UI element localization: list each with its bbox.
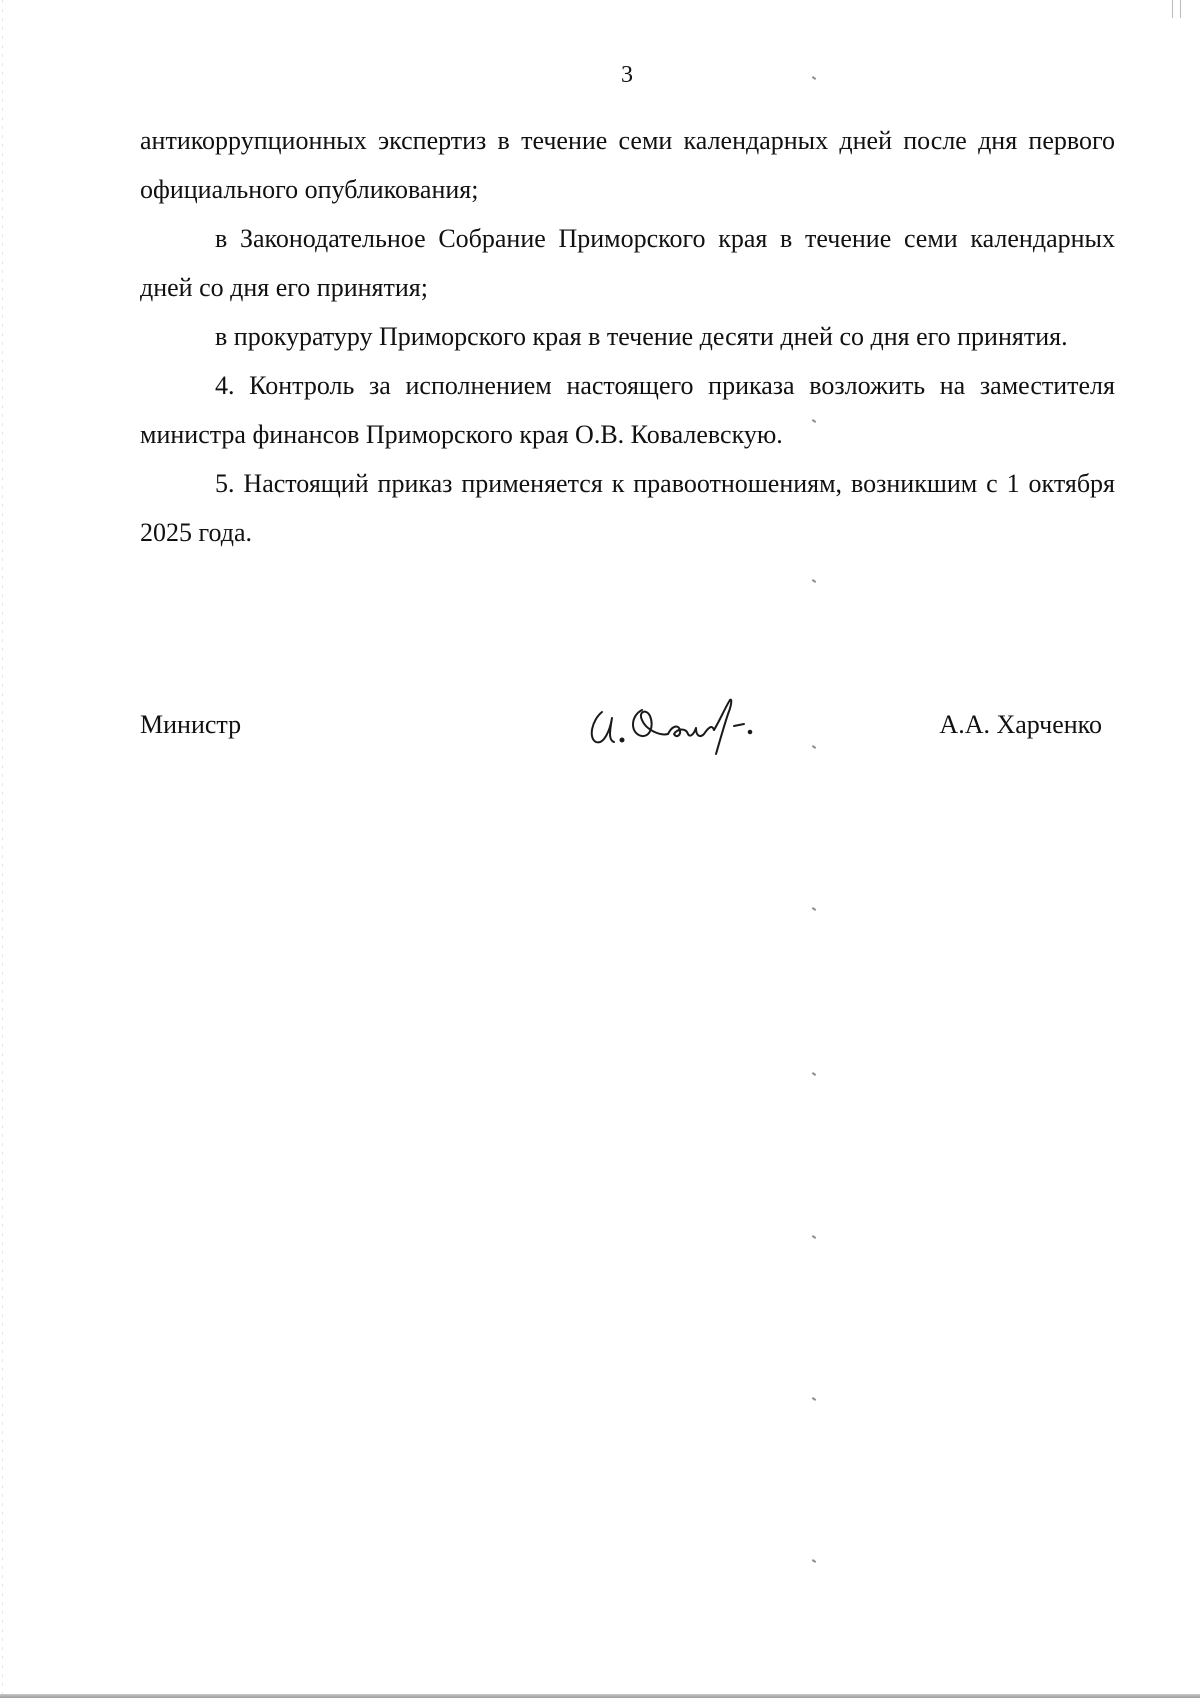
signature-block [140,700,1102,760]
scan-speck [812,1235,816,1239]
handwritten-signature [580,690,780,760]
scan-speck [812,1559,816,1563]
scan-speck [812,907,816,911]
page-number: 3 [621,62,633,88]
scan-edge-mark [1172,0,1173,18]
scan-speck [812,1397,816,1401]
paragraph-continuation: антикоррупционных экспертиз в течение семи календарных дней после дня первого официального опубликования; [140,126,1115,204]
paragraph-item-4: 4. Контроль за исполнением настоящего приказа возложить на заместителя министра финансов Приморского края О.В. Ковалевскую. [140,371,1115,449]
paragraph-prosecutor: в прокуратуру Приморского края в течение десяти дней со дня его принятия. [215,322,1068,351]
scan-speck [812,579,816,583]
scan-left-edge [2,0,3,1698]
paragraph-legislative-assembly: в Законодательное Собрание Приморского края в течение семи календарных дней со дня его принятия; [140,224,1115,302]
position-title: Министр [140,710,242,739]
scan-edge-mark [1180,0,1181,18]
scan-speck [812,1072,816,1076]
signer-name: А.А. Харченко [939,710,1102,739]
scan-bottom-edge [0,1694,1200,1698]
document-body [140,116,1115,557]
paragraph-item-5: 5. Настоящий приказ применяется к правоотношениям, возникшим с 1 октября 2025 года. [140,469,1115,547]
